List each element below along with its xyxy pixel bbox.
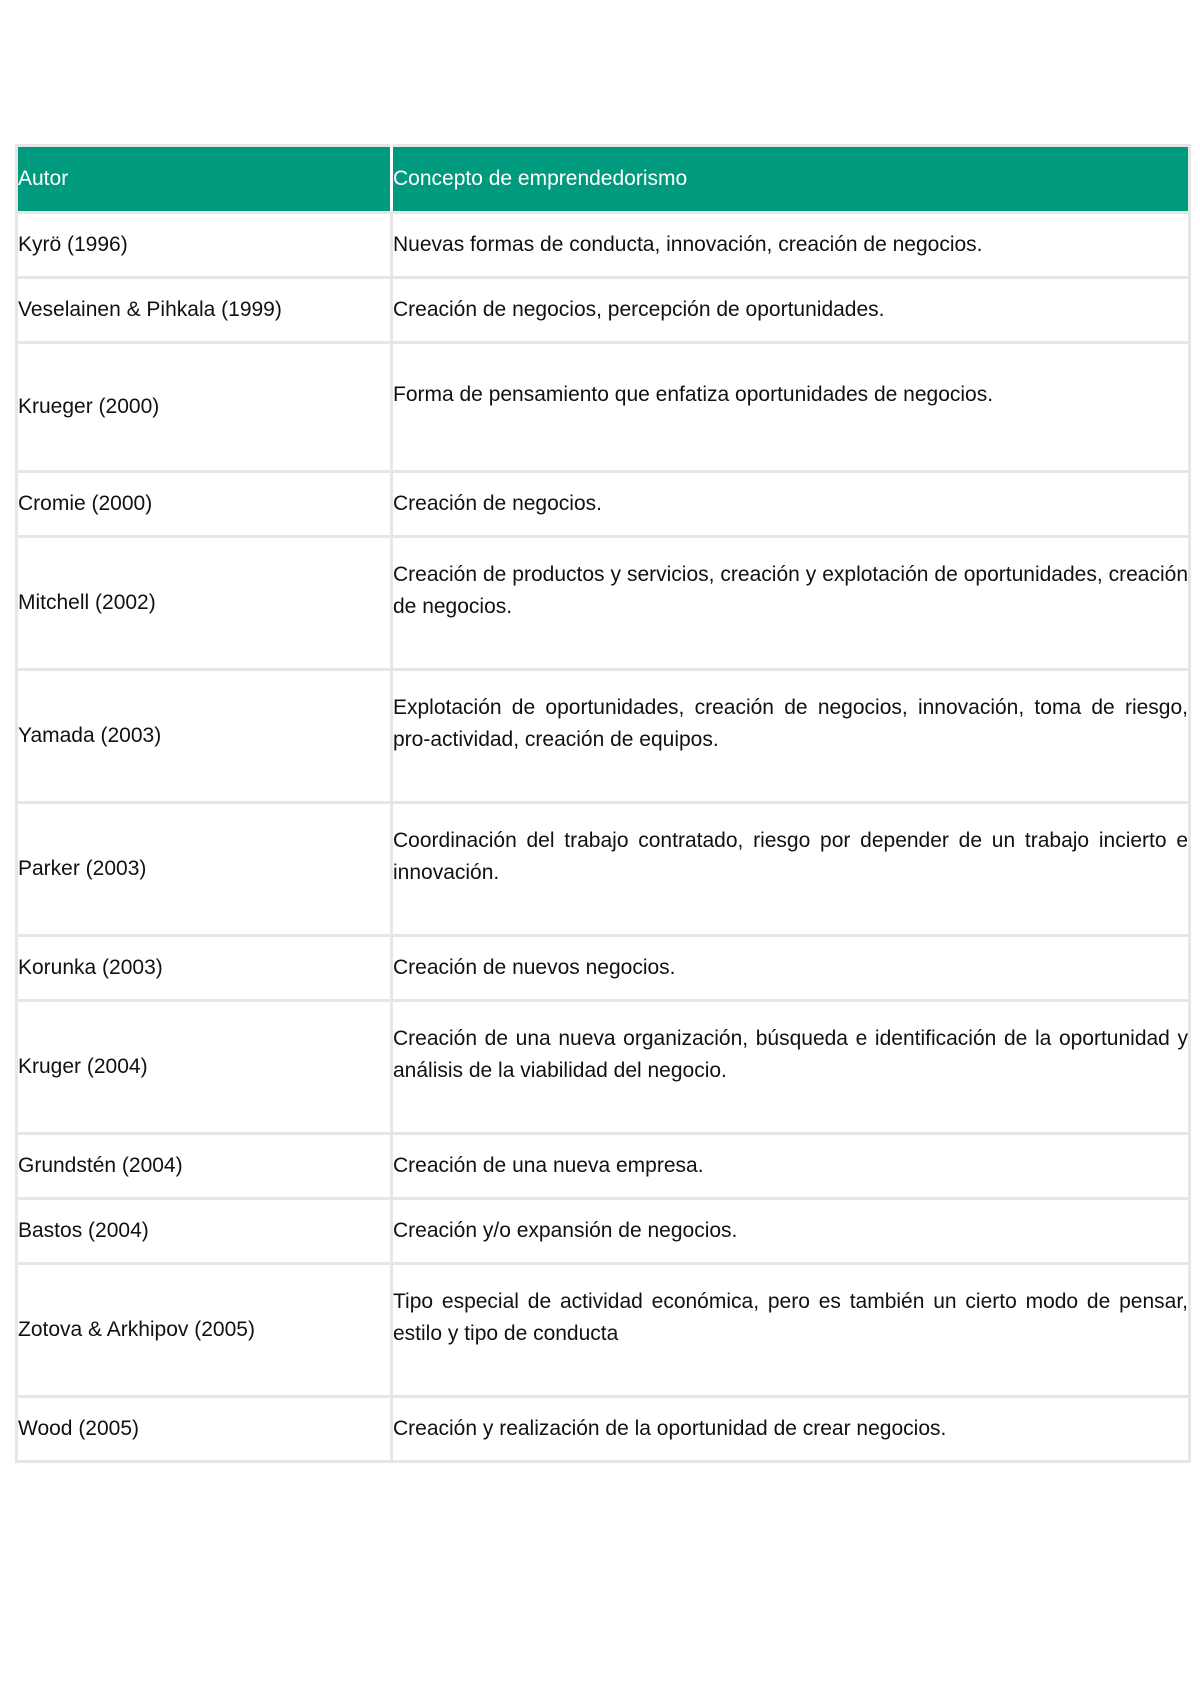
concept-cell [392, 803, 1190, 936]
concept-table-container [15, 144, 1188, 1463]
entrepreneurship-concepts-table [15, 144, 1191, 1463]
concept-cell [392, 1264, 1190, 1397]
table-row [17, 1134, 1190, 1199]
concept-text: Creación y realización de la oportunidad de crear negocios. [393, 1417, 947, 1440]
table-header [17, 146, 1190, 213]
table-row [17, 1264, 1190, 1397]
author-cell: Wood (2005) [17, 1397, 392, 1462]
header-row [17, 146, 1190, 213]
table-row [17, 537, 1190, 670]
author-cell: Kyrö (1996) [17, 213, 392, 278]
author-cell: Zotova & Arkhipov (2005) [17, 1264, 392, 1397]
concept-text: Creación de nuevos negocios. [393, 956, 676, 979]
table-row [17, 936, 1190, 1001]
table-body [17, 213, 1190, 1462]
concept-cell [392, 1001, 1190, 1134]
author-cell: Mitchell (2002) [17, 537, 392, 670]
table-row [17, 278, 1190, 343]
table-row [17, 1397, 1190, 1462]
concept-text: Creación de una nueva organización, búsqueda e identificación de la oportunidad y análisis de la viabilidad del negocio. [393, 1027, 1188, 1082]
concept-cell [392, 213, 1190, 278]
author-cell: Krueger (2000) [17, 343, 392, 472]
concept-cell [392, 278, 1190, 343]
concept-text: Forma de pensamiento que enfatiza oportunidades de negocios. [393, 383, 994, 406]
table-row [17, 803, 1190, 936]
table-row [17, 343, 1190, 472]
concept-text: Coordinación del trabajo contratado, riesgo por depender de un trabajo incierto e innovación. [393, 829, 1188, 884]
author-cell: Parker (2003) [17, 803, 392, 936]
author-cell: Cromie (2000) [17, 472, 392, 537]
author-cell: Korunka (2003) [17, 936, 392, 1001]
concept-text: Nuevas formas de conducta, innovación, creación de negocios. [393, 233, 983, 256]
concept-cell [392, 343, 1190, 472]
concept-cell [392, 936, 1190, 1001]
concept-cell [392, 1397, 1190, 1462]
concept-text: Creación de negocios, percepción de oportunidades. [393, 298, 885, 321]
concept-text: Explotación de oportunidades, creación de negocios, innovación, toma de riesgo, pro-actividad, creación de equipos. [393, 696, 1188, 751]
concept-cell [392, 1199, 1190, 1264]
table-row [17, 472, 1190, 537]
concept-text: Creación de negocios. [393, 492, 602, 515]
author-cell: Bastos (2004) [17, 1199, 392, 1264]
concept-cell [392, 1134, 1190, 1199]
concept-cell [392, 670, 1190, 803]
table-row [17, 670, 1190, 803]
author-cell: Kruger (2004) [17, 1001, 392, 1134]
header-author: Autor [17, 146, 392, 213]
author-cell: Veselainen & Pihkala (1999) [17, 278, 392, 343]
author-cell: Yamada (2003) [17, 670, 392, 803]
author-cell: Grundstén (2004) [17, 1134, 392, 1199]
concept-cell [392, 537, 1190, 670]
concept-text: Creación de una nueva empresa. [393, 1154, 704, 1177]
table-row [17, 1199, 1190, 1264]
concept-cell [392, 472, 1190, 537]
concept-text: Tipo especial de actividad económica, pero es también un cierto modo de pensar, estilo y tipo de conducta [393, 1290, 1188, 1345]
concept-text: Creación y/o expansión de negocios. [393, 1219, 738, 1242]
table-row [17, 1001, 1190, 1134]
header-concept: Concepto de emprendedorismo [392, 146, 1190, 213]
table-row [17, 213, 1190, 278]
concept-text: Creación de productos y servicios, creación y explotación de oportunidades, creación de negocios. [393, 563, 1188, 618]
